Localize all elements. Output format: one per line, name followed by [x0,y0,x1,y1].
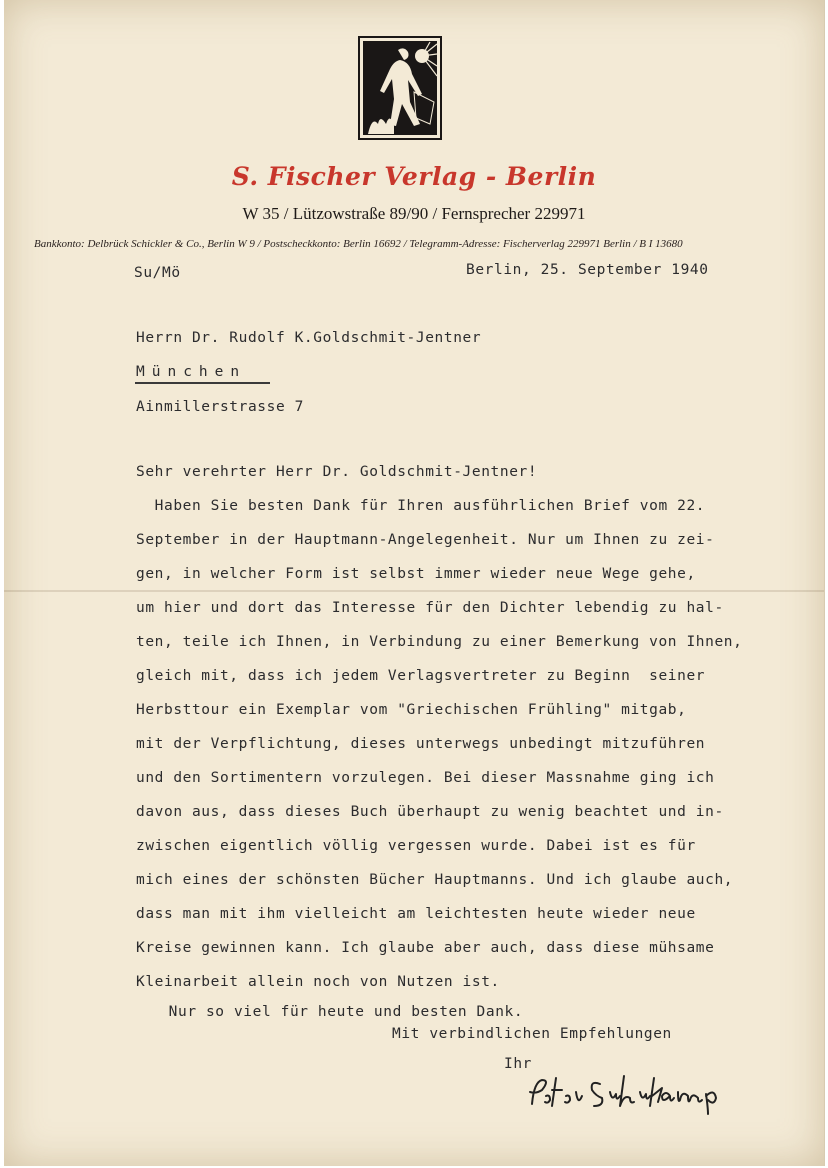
body-line: mich eines der schönsten Bücher Hauptmanns. Und ich glaube auch, [136,872,734,888]
recipient-name: Herrn Dr. Rudolf K.Goldschmit-Jentner [136,330,482,346]
body-line: und den Sortimentern vorzulegen. Bei dieser Massnahme ging ich [136,770,715,786]
body-line: gen, in welcher Form ist selbst immer wieder neue Wege gehe, [136,566,696,582]
body-line: September in der Hauptmann-Angelegenheit. Nur um Ihnen zu zei- [136,532,715,548]
reference-code: Su/Mö [134,265,181,281]
body-line: zwischen eigentlich völlig vergessen wurde. Dabei ist es für [136,838,696,854]
recipient-city: München [136,364,247,380]
closing-word: Ihr [504,1056,532,1072]
publisher-name: S. Fischer Verlag - Berlin [231,162,597,191]
publisher-address: W 35 / Lützowstraße 89/90 / Fernsprecher 229971 [242,204,586,223]
body-line: gleich mit, dass ich jedem Verlagsvertreter zu Beginn seiner [136,668,706,684]
body-line: Kreise gewinnen kann. Ich glaube aber auch, dass diese mühsame [136,940,715,956]
body-line: ten, teile ich Ihnen, in Verbindung zu einer Bemerkung von Ihnen, [136,634,743,650]
handwritten-signature [520,1066,730,1116]
recipient-street: Ainmillerstrasse 7 [136,399,304,415]
body-line: Kleinarbeit allein noch von Nutzen ist. [136,974,500,990]
publisher-logo [358,36,442,140]
closing-phrase: Mit verbindlichen Empfehlungen [392,1026,672,1042]
body-line: dass man mit ihm vielleicht am leichtesten heute wieder neue [136,906,696,922]
paper-fold-line [4,590,824,592]
body-line: davon aus, dass dieses Buch überhaupt zu wenig beachtet und in- [136,804,724,820]
body-line: Haben Sie besten Dank für Ihren ausführlichen Brief vom 22. [136,498,706,514]
city-underline [135,382,270,384]
salutation: Sehr verehrter Herr Dr. Goldschmit-Jentner! [136,464,538,480]
body-line: Nur so viel für heute und besten Dank. [150,1004,524,1020]
letter-date: Berlin, 25. September 1940 [466,262,709,278]
body-line: um hier und dort das Interesse für den Dichter lebendig zu hal- [136,600,724,616]
body-line: Herbsttour ein Exemplar vom "Griechischen Frühling" mitgab, [136,702,687,718]
bank-details: Bankkonto: Delbrück Schickler & Co., Berlin W 9 / Postscheckkonto: Berlin 16692 / Telegramm-Adresse: Fischerverlag 229971 Berlin / B I 13680 [34,238,683,250]
body-line: mit der Verpflichtung, dieses unterwegs unbedingt mitzuführen [136,736,706,752]
